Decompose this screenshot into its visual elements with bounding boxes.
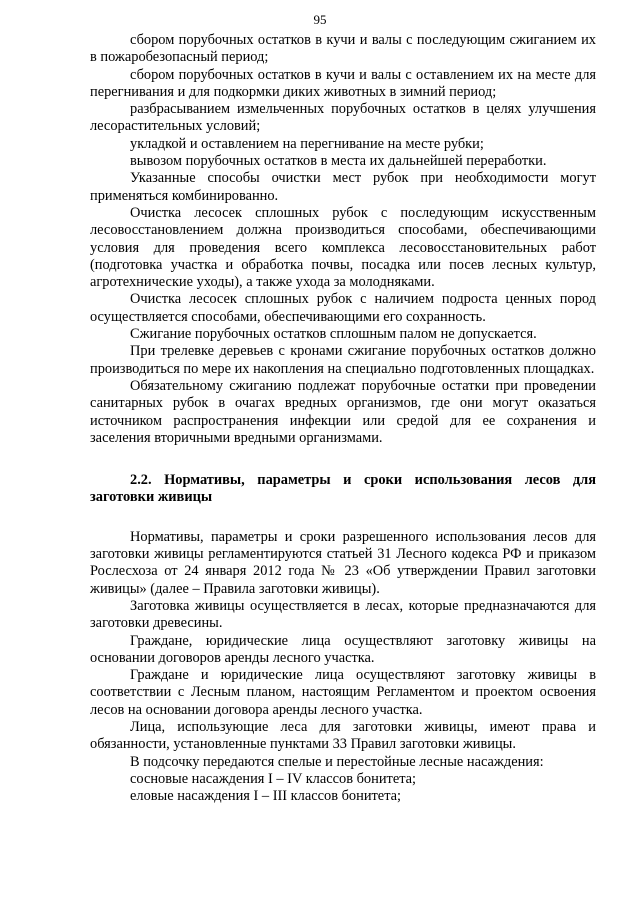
spacer — [90, 507, 596, 529]
paragraph: Лица, использующие леса для заготовки живицы, имеют права и обязанности, установленные пунктами 33 Правил заготовки живицы. — [90, 718, 596, 753]
paragraph: разбрасыванием измельченных порубочных остатков в целях улучшения лесорастительных условий; — [90, 101, 596, 135]
paragraph: Обязательному сжиганию подлежат порубочные остатки при проведении санитарных рубок в очагах вредных организмов, где они могут оказаться источником распространения инфекции или средой для ее сохранения и заселения вторичными вредными организмами. — [90, 377, 596, 446]
list-item: сосновые насаждения I – IV классов бонитета; — [130, 770, 417, 787]
paragraph: Заготовка живицы осуществляется в лесах, которые предназначаются для заготовки древесины. — [90, 597, 596, 632]
paragraph: сбором порубочных остатков в кучи и валы с последующим сжиганием их в пожаробезопасный период; — [90, 32, 596, 66]
page-number: 95 — [313, 12, 327, 27]
document-body — [90, 32, 596, 805]
paragraph: Граждане, юридические лица осуществляют заготовку живицы на основании договоров аренды лесного участка. — [90, 632, 596, 666]
paragraph: Очистка лесосек сплошных рубок с наличием подроста ценных пород осуществляется способами, обеспечивающими его сохранность. — [90, 291, 596, 325]
paragraph: Указанные способы очистки мест рубок при необходимости могут применяться комбинированно. — [90, 170, 596, 204]
list-item: еловые насаждения I – III классов бонитета; — [130, 788, 402, 805]
spacer — [90, 447, 596, 472]
paragraph: сбором порубочных остатков в кучи и валы с оставлением их на месте для перегнивания и для подкормки диких животных в зимний период; — [90, 66, 596, 100]
paragraph: Нормативы, параметры и сроки разрешенного использования лесов для заготовки живицы регламентируются статьей 31 Лесного кодекса РФ и приказом Рослесхоза от 24 января 2012 года № 23 «Об утверждении Правил заготовки живицы» (далее – Правила заготовки живицы). — [90, 528, 596, 597]
paragraph: вывозом порубочных остатков в места их дальнейшей переработки. — [130, 153, 547, 170]
paragraph: Очистка лесосек сплошных рубок с последующим искусственным лесовосстановлением должна производиться способами, обеспечивающими условия для проведения всего комплекса лесовосстановительных работ (подготовка участка и обработка почвы, посадка или посев лесных культур, агротехнические уходы), а также ухода за молодняками. — [90, 204, 596, 291]
section-heading: 2.2. Нормативы, параметры и сроки использования лесов для заготовки живицы — [90, 472, 596, 506]
paragraph: В подсочку передаются спелые и перестойные лесные насаждения: — [130, 753, 544, 770]
paragraph: Граждане и юридические лица осуществляют заготовку живицы в соответствии с Лесным планом, настоящим Регламентом и проектом освоения лесов на основании договора аренды лесного участка. — [90, 667, 596, 718]
paragraph: укладкой и оставлением на перегнивание на месте рубки; — [130, 135, 484, 152]
paragraph: Сжигание порубочных остатков сплошным палом не допускается. — [130, 326, 537, 343]
paragraph: При трелевке деревьев с кронами сжигание порубочных остатков должно производиться по мере их накопления на специально подготовленных площадках. — [90, 343, 596, 377]
